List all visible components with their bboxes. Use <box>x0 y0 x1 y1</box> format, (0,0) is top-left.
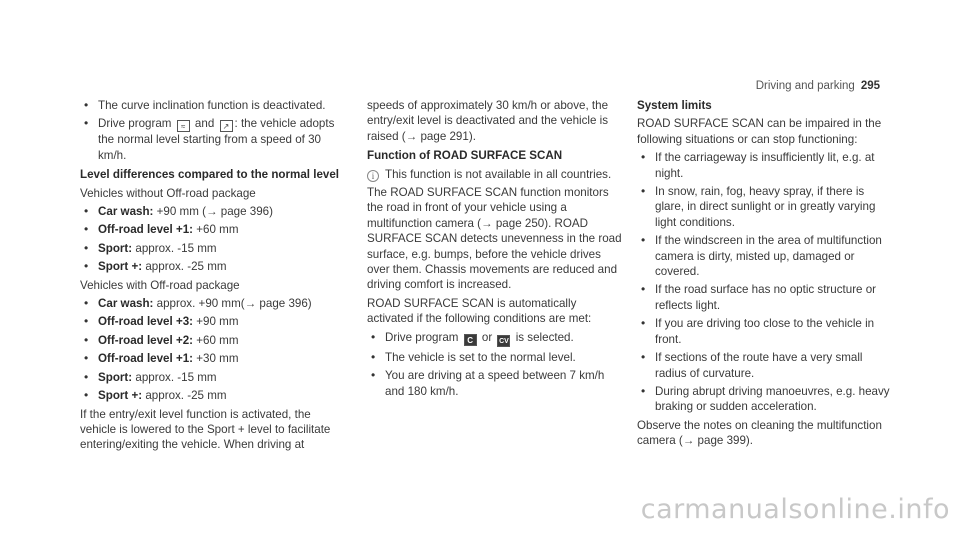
cleaning-note: Observe the notes on cleaning the multifunction camera (→ page 399). <box>637 418 882 448</box>
bullet-normal-level: • The vehicle is set to the normal level. <box>371 350 622 365</box>
item-label: Car wash: <box>98 205 154 219</box>
entry-exit-paragraph: If the entry/exit level function is activated, the vehicle is lowered to the Sport + level to facilitate entering/exiting the vehicle. When driving at <box>80 407 331 452</box>
bullet-text: Drive program <box>98 117 172 131</box>
item-value: approx. -15 mm <box>135 241 217 255</box>
item-label: Sport: <box>98 370 133 384</box>
continued-paragraph: speeds of approximately 30 km/h or above, the entry/exit level is deactivated and the vehicle is raised (→ page 291). <box>367 99 609 143</box>
list-item <box>84 241 348 256</box>
list-item: • If you are driving too close to the vehicle in front. <box>641 316 892 347</box>
item-value: approx. -25 mm <box>145 389 227 403</box>
list-item <box>84 351 348 366</box>
column-middle <box>367 98 622 402</box>
list-item <box>84 388 348 403</box>
bullet-text: : the vehicle adopts the normal level starting from a speed of 30 km/h. <box>98 117 335 162</box>
comfort-mode-icon: C <box>464 334 477 346</box>
heading-road-surface-scan: Function of ROAD SURFACE SCAN <box>367 149 563 163</box>
list-item <box>84 333 348 348</box>
with-offroad-package: Vehicles with Off-road package <box>80 278 240 292</box>
list-item <box>84 222 348 237</box>
offroad-mode-icon: ≈ <box>177 120 190 132</box>
item-label: Sport: <box>98 241 133 255</box>
list-item <box>84 370 348 385</box>
item-value: approx. +90 mm(→ page 396) <box>156 297 312 311</box>
bullet-text: Drive program <box>385 330 459 344</box>
note-text: This function is not available in all countries. <box>385 167 612 181</box>
item-value: +30 mm <box>196 352 239 366</box>
limits-intro: ROAD SURFACE SCAN can be impaired in the following situations or can stop functioning: <box>637 117 882 146</box>
function-description: The ROAD SURFACE SCAN function monitors the road in front of your vehicle using a multifunction camera (→ page 250). ROAD SURFACE SCAN detects unevenness in the road surface, e.g. bumps, before the vehicle drives over them. Chassis movements are reduced and driving comfort is increased. <box>367 186 622 292</box>
list-item <box>84 296 348 311</box>
item-value: +60 mm <box>196 223 239 237</box>
bullet-drive-program <box>84 116 348 163</box>
bullet-text: or <box>481 330 493 344</box>
bullet-curve-inclination: • The curve inclination function is deactivated. <box>84 98 348 113</box>
list-item: • During abrupt driving manoeuvres, e.g. heavy braking or sudden acceleration. <box>641 384 892 415</box>
page-header <box>756 80 880 92</box>
curve-mode-icon: CV <box>497 335 510 347</box>
item-label: Off-road level +3: <box>98 315 194 329</box>
list-item: • If sections of the route have a very small radius of curvature. <box>641 350 892 381</box>
list-item: • If the road surface has no optic structure or reflects light. <box>641 282 892 313</box>
bullet-text: and <box>194 117 215 131</box>
list-item <box>84 259 348 274</box>
limits-list <box>637 150 892 415</box>
item-value: +90 mm <box>196 315 239 329</box>
section-title: Driving and parking <box>755 80 855 92</box>
list-item: • If the carriageway is insufficiently lit, e.g. at night. <box>641 150 892 181</box>
item-value: +60 mm <box>196 333 239 347</box>
list-item <box>84 314 348 329</box>
item-label: Off-road level +1: <box>98 223 194 237</box>
info-icon: i <box>367 170 379 182</box>
without-package-list <box>80 204 348 275</box>
item-label: Sport +: <box>98 260 143 274</box>
item-label: Car wash: <box>98 297 154 311</box>
bullet-drive-program <box>371 330 622 347</box>
heading-level-differences: Level differences compared to the normal level <box>80 168 340 182</box>
activation-conditions: ROAD SURFACE SCAN is automatically activated if the following conditions are met: <box>367 296 592 326</box>
item-value: approx. -25 mm <box>145 260 227 274</box>
column-left <box>80 98 348 456</box>
offroad-plus-mode-icon: ↗ <box>220 120 233 132</box>
bullet-text: is selected. <box>515 330 574 344</box>
item-label: Off-road level +2: <box>98 333 194 347</box>
bullet-speed-range: • You are driving at a speed between 7 km/h and 180 km/h. <box>371 368 622 399</box>
page-number: 295 <box>860 80 880 92</box>
list-item: • If the windscreen in the area of multifunction camera is dirty, misted up, damaged or covered. <box>641 233 892 279</box>
list-item: • In snow, rain, fog, heavy spray, if there is glare, in direct sunlight or in greatly varying light conditions. <box>641 184 892 230</box>
list-item <box>84 204 348 219</box>
with-package-list <box>80 296 348 403</box>
item-value: +90 mm (→ page 396) <box>156 205 273 219</box>
availability-note <box>367 167 622 182</box>
watermark: carmanualsonline.info <box>640 494 950 525</box>
column-right <box>637 98 892 452</box>
item-label: Off-road level +1: <box>98 352 194 366</box>
heading-system-limits: System limits <box>637 99 712 112</box>
item-value: approx. -15 mm <box>135 370 217 384</box>
without-offroad-package: Vehicles without Off-road package <box>80 186 256 200</box>
item-label: Sport +: <box>98 389 143 403</box>
